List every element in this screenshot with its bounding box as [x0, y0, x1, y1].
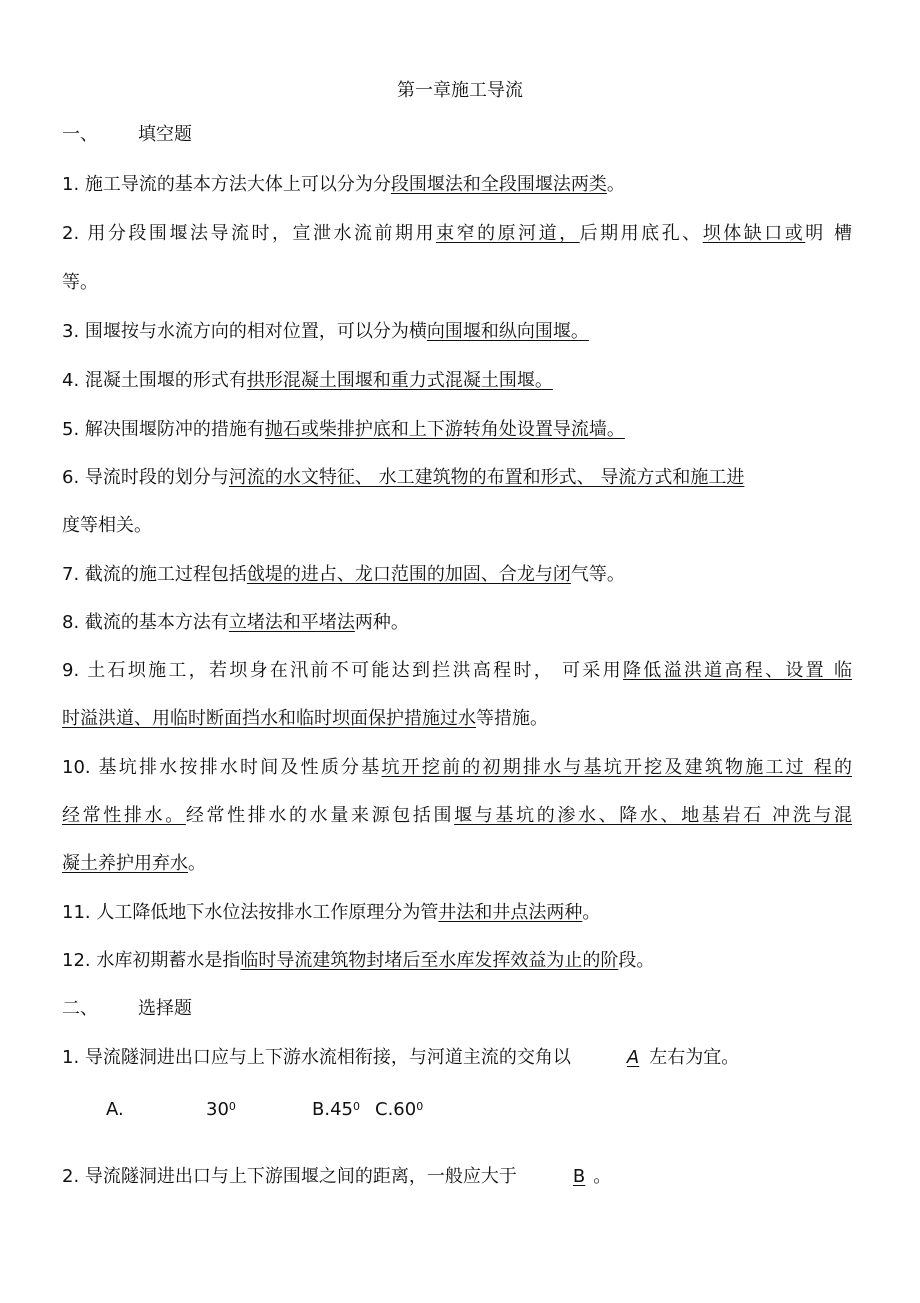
- chapter-title: 第一章施工导流: [397, 80, 523, 101]
- question-6-cont: [62, 513, 152, 539]
- answer-text: 降低溢洪道高程、设置 临: [622, 660, 852, 681]
- question-text: 明 槽: [805, 223, 853, 244]
- question-text: 2. 导流隧洞进出口与上下游围堰之间的距离，一般应大于: [62, 1166, 517, 1187]
- question-text: 2. 用分段围堰法导流时，宣泄水流前期用: [62, 223, 437, 244]
- answer-text: 立堵法和平堵法: [228, 612, 355, 633]
- question-11: [62, 900, 600, 926]
- answer-text: 段围堰法和全段围堰法两类: [390, 174, 607, 195]
- answer-text: 束窄的原河道，: [436, 223, 580, 244]
- question-text: 1. 导流隧洞进出口应与上下游水流相衔接，与河道主流的交角以: [62, 1047, 571, 1068]
- section-number: 二、: [62, 998, 98, 1019]
- question-3: [62, 319, 589, 345]
- section-label: 填空题: [138, 124, 192, 145]
- question-8: [62, 610, 409, 636]
- answer-text: 凝土养护用弃水: [62, 853, 188, 874]
- option-c: [375, 1097, 423, 1123]
- answer-text: A: [626, 1047, 640, 1068]
- question-text: 等措施。: [476, 708, 548, 729]
- option-a-value: [206, 1097, 236, 1123]
- answer-text: 临时导流建筑物封堵后至水库发挥效益为止的阶: [240, 950, 619, 971]
- question-10-cont: [62, 803, 852, 829]
- question-text: 3. 围堰按与水流方向的相对位置，可以分为横: [62, 321, 427, 342]
- answer-text: 向围堰和纵向围堰。: [426, 321, 589, 342]
- question-12: [62, 948, 654, 974]
- option-value: B.45: [312, 1099, 353, 1120]
- question-2: [62, 221, 852, 247]
- section-number: 一、: [62, 124, 98, 145]
- question-1: [62, 172, 625, 198]
- question-9-cont: [62, 706, 548, 732]
- question-text: 10. 基坑排水按排水时间及性质分基: [62, 757, 382, 778]
- question-text: 两种。: [354, 612, 409, 633]
- option-value: 30: [206, 1099, 229, 1120]
- answer-text: 地基岩石 冲洗与混: [681, 805, 853, 826]
- question-text: 。: [606, 174, 625, 195]
- question-6: [62, 465, 744, 491]
- section-heading-fill-blank: [62, 122, 192, 148]
- answer-text: 井法和井点法两种: [438, 902, 583, 923]
- question-text: 5. 解决围堰防冲的措施有: [62, 419, 265, 440]
- question-text: 。: [188, 853, 206, 874]
- section-heading-multiple-choice: [62, 996, 192, 1022]
- question-text: 12. 水库初期蓄水是指: [62, 950, 241, 971]
- answer-text: 拱形混凝土围堰和重力式混凝土围堰。: [246, 370, 553, 391]
- option-value: C.60: [375, 1099, 417, 1120]
- question-text: 11. 人工降低地下水位法按排水工作原理分为管: [62, 902, 439, 923]
- question-10-cont2: [62, 851, 206, 877]
- question-5: [62, 417, 625, 443]
- question-text: 等。: [62, 272, 98, 293]
- degree-mark: 0: [416, 1100, 424, 1113]
- choice-question-1: [62, 1045, 739, 1071]
- question-text: 1. 施工导流的基本方法大体上可以分为分: [62, 174, 391, 195]
- question-text: 。: [593, 1166, 612, 1187]
- question-2-cont: [62, 270, 98, 296]
- question-text: 4. 混凝土围堰的形式有: [62, 370, 247, 391]
- answer-text: B: [572, 1166, 586, 1187]
- question-text: 后期用底孔、: [579, 223, 703, 244]
- option-b: [312, 1097, 360, 1123]
- answer-text: 坝体缺口或: [702, 223, 806, 244]
- answer-text: 时溢洪道、用临时断面挡水和临时坝面保护措施过水: [62, 708, 476, 729]
- degree-mark: 0: [352, 1100, 360, 1113]
- degree-mark: 0: [228, 1100, 236, 1113]
- answer-text: 河流的水文特征、 水工建筑物的布置和形式、 导流方式和施工进: [228, 467, 745, 488]
- question-text: 6. 导流时段的划分与: [62, 467, 229, 488]
- question-text: 7. 截流的施工过程包括: [62, 564, 247, 585]
- section-label: 选择题: [138, 998, 192, 1019]
- answer-text: 坑开挖前的初期排水与基坑开挖及建筑物施工过 程的: [381, 757, 852, 778]
- question-text: 气等。: [570, 564, 625, 585]
- question-10: [62, 755, 852, 781]
- question-text: 经常性排水的水量来源包括围: [185, 805, 455, 826]
- question-text: 段。: [618, 950, 655, 971]
- choice-question-2: [62, 1164, 611, 1190]
- question-text: 。: [582, 902, 601, 923]
- question-text: 9. 土石坝施工，若坝身在汛前不可能达到拦洪高程时， 可采用: [62, 660, 623, 681]
- answer-text: 堰与基坑的渗水、降水、: [454, 805, 682, 826]
- option-a-label: A.: [106, 1099, 124, 1120]
- answer-text: 抛石或柴排护底和上下游转角处设置导流墙。: [264, 419, 625, 440]
- question-4: [62, 368, 553, 394]
- answer-text: 戗堤的进占、龙口范围的加固、合龙与闭: [246, 564, 571, 585]
- question-text: 度等相关。: [62, 515, 152, 536]
- answer-text: 经常性排水。: [62, 805, 186, 826]
- question-text: 8. 截流的基本方法有: [62, 612, 229, 633]
- question-text: 左右为宜。: [649, 1047, 740, 1068]
- question-7: [62, 562, 625, 588]
- question-9: [62, 658, 852, 684]
